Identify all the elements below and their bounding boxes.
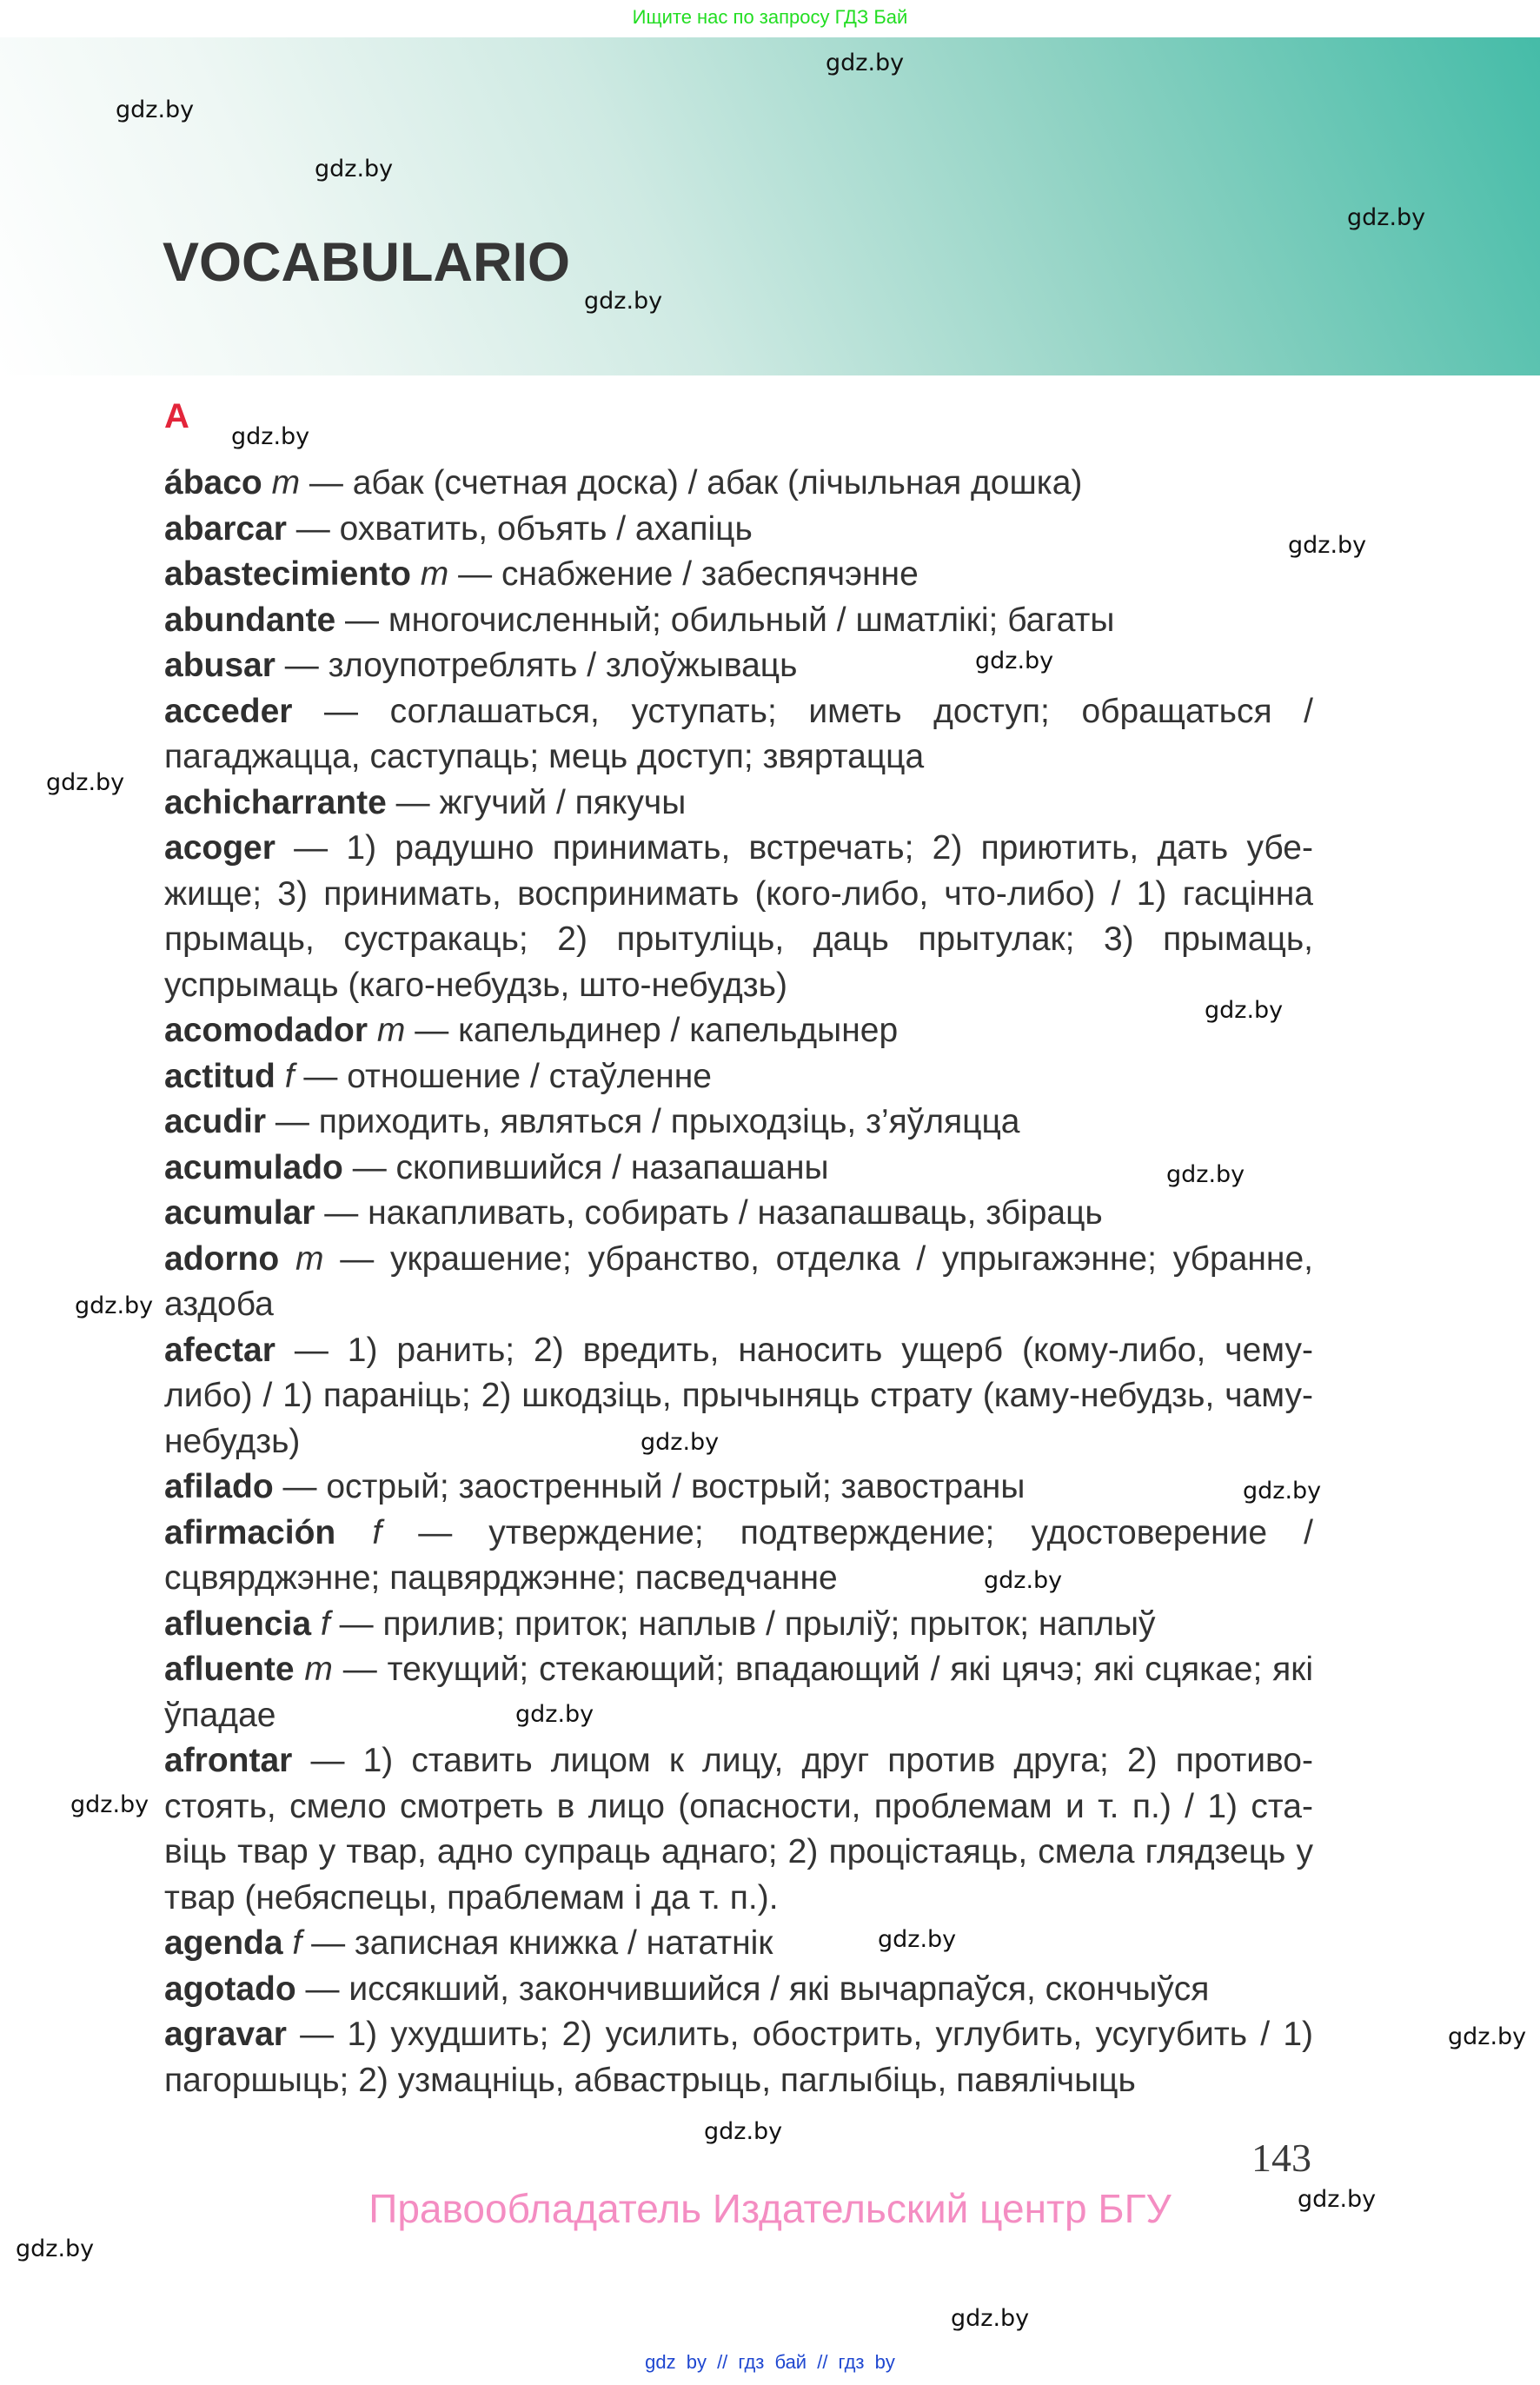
translation: 1) радушно принимать, встречать; 2) приютить, дать убежище; 3) принимать, воспринимать (кого-либо, что-либо) / 1) гасцінна прымаць, сустракаць; 2) прытуліць, даць прытулак; 3) прымаць, успрымаць (каго-небудзь, што-небудзь) (164, 829, 1314, 1004)
vocabulary-entry (164, 1511, 1313, 1602)
watermark: gdz.by (75, 1292, 154, 1319)
grammatical-gender: m (295, 1239, 324, 1278)
headword: achicharrante (164, 783, 387, 821)
em-dash: — (315, 1194, 368, 1232)
search-promo-banner: Ищите нас по запросу ГДЗ Бай (632, 6, 908, 28)
headword: agotado (164, 1970, 296, 2008)
vocabulary-entry (164, 1738, 1313, 1921)
headword: afluencia (164, 1604, 312, 1643)
translation: злоупотреблять / злоўжываць (328, 647, 798, 684)
vocabulary-entry (164, 1921, 1313, 1967)
grammatical-gender: m (420, 555, 449, 593)
rights-holder-notice: Правообладатель Издательский центр БГУ (368, 2186, 1172, 2231)
em-dash: — (292, 1742, 363, 1779)
em-dash: — (266, 1103, 319, 1140)
translation: текущий; стекающий; впадающий / які цячэ; які сцякае; які ўпадае (164, 1651, 1313, 1734)
em-dash: — (335, 601, 388, 639)
watermark: gdz.by (116, 96, 195, 123)
vocabulary-entry (164, 1328, 1313, 1465)
headword: abarcar (164, 509, 287, 548)
headword: acudir (164, 1103, 267, 1140)
vocabulary-entry (164, 2012, 1313, 2103)
headword: afilado (164, 1468, 274, 1505)
vocabulary-entry (164, 1146, 1313, 1192)
watermark: gdz.by (1448, 2023, 1527, 2050)
translation: 1) ухудшить; 2) усилить, обострить, углубить, усугубить / 1) пагоршыць; 2) узмацніць, абвастрыць, паглыбіць, павялічыць (164, 2016, 1314, 2099)
section-letter: A (164, 397, 189, 435)
em-dash: — (448, 555, 501, 593)
grammatical-gender: f (320, 1604, 330, 1643)
headword: acumulado (164, 1148, 343, 1186)
vocabulary-entry (164, 826, 1313, 1008)
em-dash: — (295, 1970, 349, 2008)
em-dash: — (342, 1148, 396, 1186)
translation: острый; заостренный / вострый; завостраны (326, 1468, 1026, 1505)
grammatical-gender: f (284, 1057, 295, 1095)
vocabulary-entry (164, 1602, 1313, 1648)
watermark: gdz.by (878, 1926, 957, 1953)
headword: agravar (164, 2016, 287, 2053)
translation: утверждение; подтверждение; удостоверение / сцвярджэнне; пацвярджэнне; пасведчанне (164, 1513, 1313, 1597)
translation: соглашаться, уступать; иметь доступ; обращаться / пагаджацца, саступаць; мець доступ; звяртацца (164, 692, 1314, 775)
watermark: gdz.by (975, 648, 1054, 674)
headword: actitud (164, 1057, 275, 1095)
translation: охватить, объять / ахапіць (339, 509, 753, 548)
translation: жгучий / пякучы (439, 783, 687, 821)
vocabulary-entry (164, 781, 1313, 827)
translation: украшение; убранство, отделка / упрыгажэнне; убранне, аздоба (164, 1239, 1313, 1323)
translation: иссякший, закончившийся / які вычарпаўся, скончыўся (348, 1970, 1210, 2008)
headword: abusar (164, 647, 275, 684)
translation: приходить, являться / прыходзіць, з’яўляцца (318, 1103, 1020, 1140)
headword: agenda (164, 1924, 283, 1962)
watermark: gdz.by (515, 1701, 594, 1728)
grammatical-gender: m (376, 1012, 406, 1049)
grammatical-gender: f (292, 1924, 302, 1962)
watermark: gdz.by (231, 423, 310, 450)
headword: afectar (164, 1331, 275, 1369)
em-dash: — (323, 1239, 390, 1278)
translation: 1) ставить лицом к лицу, друг против друга; 2) противостоять, смело смотреть в лицо (опасности, проблемам и т. п.) / 1) ставіць твар у твар, адно супраць аднаго; 2) процістаяць, смела глядзець у твар (небяспецы, праблемам і да т. п.). (164, 1742, 1313, 1917)
watermark: gdz.by (704, 2118, 783, 2145)
em-dash: — (286, 2016, 348, 2053)
headword: acoger (164, 829, 275, 867)
headword: afrontar (164, 1742, 293, 1779)
em-dash: — (275, 647, 329, 684)
watermark: gdz.by (1298, 2186, 1377, 2213)
watermark: gdz.by (951, 2305, 1030, 2332)
vocabulary-entry (164, 598, 1313, 644)
vocabulary-entry (164, 1967, 1313, 2013)
watermark: gdz.by (315, 156, 394, 183)
grammatical-gender: m (304, 1651, 333, 1688)
headword: acumular (164, 1194, 315, 1232)
translation: абак (счетная доска) / абак (лічыльная дошка) (352, 464, 1083, 502)
em-dash: — (275, 1331, 348, 1369)
em-dash: — (286, 509, 340, 548)
watermark: gdz.by (641, 1429, 720, 1456)
headword: afluente (164, 1651, 295, 1688)
vocabulary-entry (164, 461, 1313, 507)
em-dash: — (294, 1057, 348, 1095)
vocabulary-entry (164, 1191, 1313, 1237)
page-title: VOCABULARIO (163, 232, 570, 293)
vocabulary-entry (164, 1054, 1313, 1100)
vocabulary-entry (164, 689, 1313, 781)
em-dash: — (302, 1924, 355, 1962)
translation: записная книжка / нататнік (354, 1924, 773, 1962)
vocabulary-entry (164, 1099, 1313, 1146)
watermark: gdz.by (46, 769, 125, 796)
vocabulary-entry (164, 1647, 1313, 1738)
translation: накапливать, собирать / назапашваць, збіраць (368, 1194, 1103, 1232)
grammatical-gender: f (372, 1513, 382, 1551)
headword: ábaco (164, 464, 262, 502)
headword: acomodador (164, 1012, 368, 1049)
vocabulary-entry (164, 1008, 1313, 1054)
site-links[interactable]: gdz by // гдз бай // гдз by (645, 2351, 895, 2373)
vocabulary-entry (164, 1237, 1313, 1328)
watermark: gdz.by (1347, 204, 1426, 231)
header-gradient-band (0, 37, 1540, 375)
translation: отношение / стаўленне (347, 1057, 712, 1095)
em-dash: — (329, 1604, 383, 1643)
headword: acceder (164, 692, 293, 730)
translation: скопившийся / назапашаны (395, 1148, 829, 1186)
grammatical-gender: m (271, 464, 301, 502)
em-dash: — (332, 1651, 388, 1688)
vocabulary-entry (164, 643, 1313, 689)
em-dash: — (382, 1513, 489, 1551)
translation: прилив; приток; наплыв / прыліў; прыток; наплыў (382, 1604, 1156, 1643)
translation: снабжение / забеспячэнне (501, 555, 919, 593)
vocabulary-entry (164, 552, 1313, 598)
watermark: gdz.by (1288, 532, 1367, 559)
headword: afirmación (164, 1513, 336, 1551)
translation: 1) ранить; 2) вредить, наносить ущерб (кому-либо, чему-либо) / 1) параніць; 2) шкодзіць, прычыняць страту (каму-небудзь, чаму-небудзь) (164, 1331, 1314, 1460)
page-number: 143 (1251, 2136, 1311, 2180)
watermark: gdz.by (1243, 1478, 1322, 1505)
watermark: gdz.by (826, 50, 905, 76)
em-dash: — (275, 829, 347, 867)
watermark: gdz.by (984, 1567, 1063, 1594)
watermark: gdz.by (1166, 1161, 1245, 1188)
em-dash: — (386, 783, 440, 821)
watermark: gdz.by (16, 2236, 95, 2262)
headword: abastecimiento (164, 555, 411, 593)
vocabulary-entry (164, 507, 1313, 553)
vocabulary-entry (164, 1465, 1313, 1511)
em-dash: — (300, 464, 353, 502)
headword: abundante (164, 601, 336, 639)
translation: капельдинер / капельдынер (458, 1012, 899, 1049)
watermark: gdz.by (70, 1791, 149, 1818)
headword: adorno (164, 1239, 280, 1278)
watermark: gdz.by (584, 288, 663, 315)
vocabulary-list (164, 461, 1313, 2103)
em-dash: — (292, 692, 390, 730)
translation: многочисленный; обильный / шматлікі; багаты (388, 601, 1115, 639)
em-dash: — (273, 1468, 327, 1505)
watermark: gdz.by (1205, 997, 1284, 1024)
em-dash: — (405, 1012, 459, 1049)
